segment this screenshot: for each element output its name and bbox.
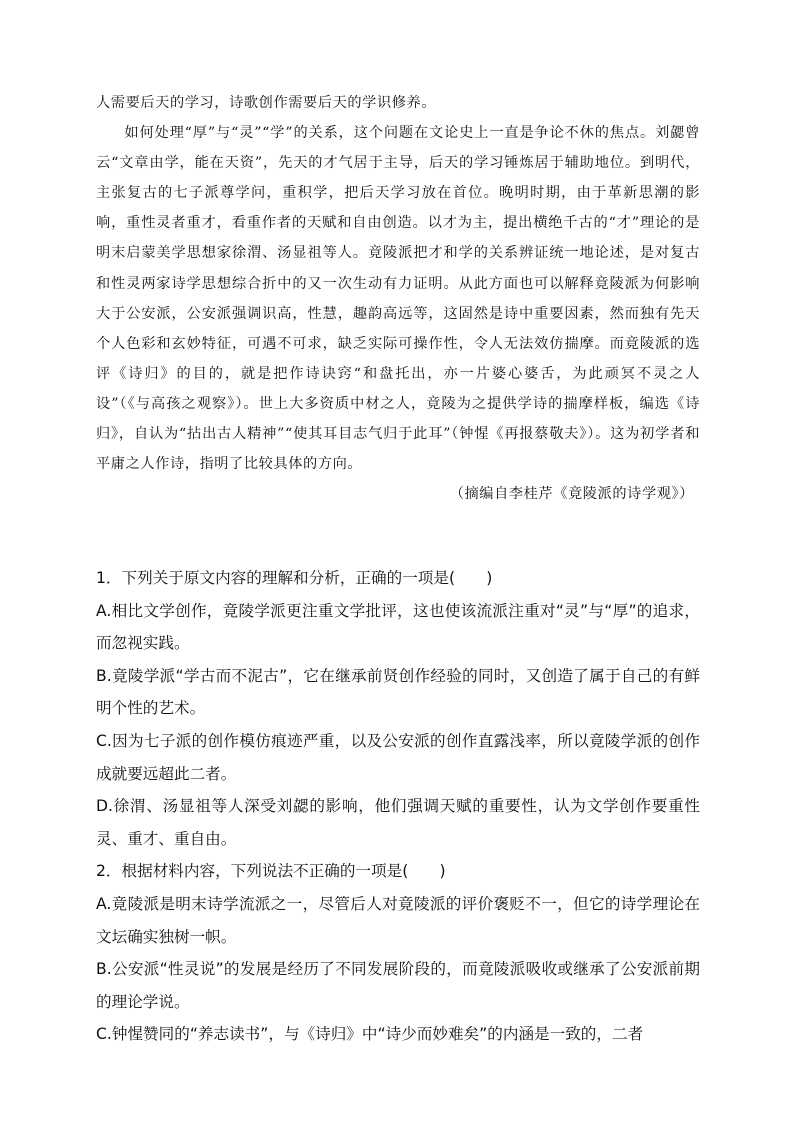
essay-paragraph: 人需要后天的学习，诗歌创作需要后天的学识修养。: [96, 95, 437, 111]
answer-option-a: A.竟陵派是明末诗学流派之一，尽管后人对竟陵派的评价褒贬不一，但它的诗学理论在文坛确实独树一帜。: [96, 894, 700, 946]
answer-option-c: C.因为七子派的创作模仿痕迹严重，以及公安派的创作直露浅率，所以竟陵学派的创作成就要远超此二者。: [96, 731, 700, 783]
essay-excerpt: [96, 88, 700, 509]
essay-paragraph: 如何处理“厚”与“灵”“学”的关系，这个问题在文论史上一直是争论不休的焦点。刘勰曾云“文章由学，能在天资”，先天的才气居于主导，后天的学习锤炼居于辅助地位。到明代，主张复古的七子派尊学问，重积学，把后天学习放在首位。晚明时期，由于革新思潮的影响，重性灵者重才，看重作者的天赋和自由创造。以才为主，提出横绝千古的“才”理论的是明末启蒙美学思想家徐渭、汤显祖等人。竟陵派把才和学的关系辨证统一地论述，是对复古和性灵两家诗学思想综合折中的又一次生动有力证明。从此方面也可以解释竟陵派为何影响大于公安派，公安派强调识高，性慧，趣韵高远等，这固然是诗中重要因素，然而独有先天个人色彩和玄妙特征，可遇不可求，缺乏实际可操作性，令人无法效仿揣摩。而竟陵派的选评《诗归》的目的，就是把作诗诀窍“和盘托出，亦一片婆心婆舌，为此顽冥不灵之人设”（《与高孩之观察》）。世上大多资质中材之人，竟陵为之提供学诗的揣摩样板，编选《诗归》，自认为“拈出古人精神”“使其耳目志气归于此耳”（钟惺《再报蔡敬夫》）。这为初学者和平庸之人作诗，指明了比较具体的方向。: [96, 125, 700, 473]
answer-option-b: B.公安派“性灵说”的发展是经历了不同发展阶段的，而竟陵派吸收或继承了公安派前期的理论学说。: [96, 960, 700, 1011]
answer-option-b: B.竟陵学派“学古而不泥古”，它在继承前贤创作经验的同时，又创造了属于自己的有鲜明个性的艺术。: [96, 666, 700, 718]
question-stem: 2．根据材料内容，下列说法不正确的一项是( ): [96, 862, 446, 881]
answer-option-a: A.相比文学创作，竟陵学派更注重文学批评，这也使该流派注重对“灵”与“厚”的追求，而忽视实践。: [96, 601, 700, 653]
question-stem: 1．下列关于原文内容的理解和分析，正确的一项是( ): [96, 569, 493, 587]
essay-source-citation: （摘编自李桂芹《竟陵派的诗学观》）: [449, 486, 694, 503]
question-2: [96, 855, 700, 1051]
answer-option-c: C.钟惺赞同的“养志读书”，与《诗归》中“诗少而妙难矣”的内涵是一致的，二者: [96, 1025, 644, 1044]
question-section: [96, 562, 700, 1051]
answer-option-d: D.徐渭、汤显祖等人深受刘勰的影响，他们强调天赋的重要性，认为文学创作要重性灵、重才、重自由。: [96, 797, 700, 848]
question-1: [96, 562, 700, 855]
